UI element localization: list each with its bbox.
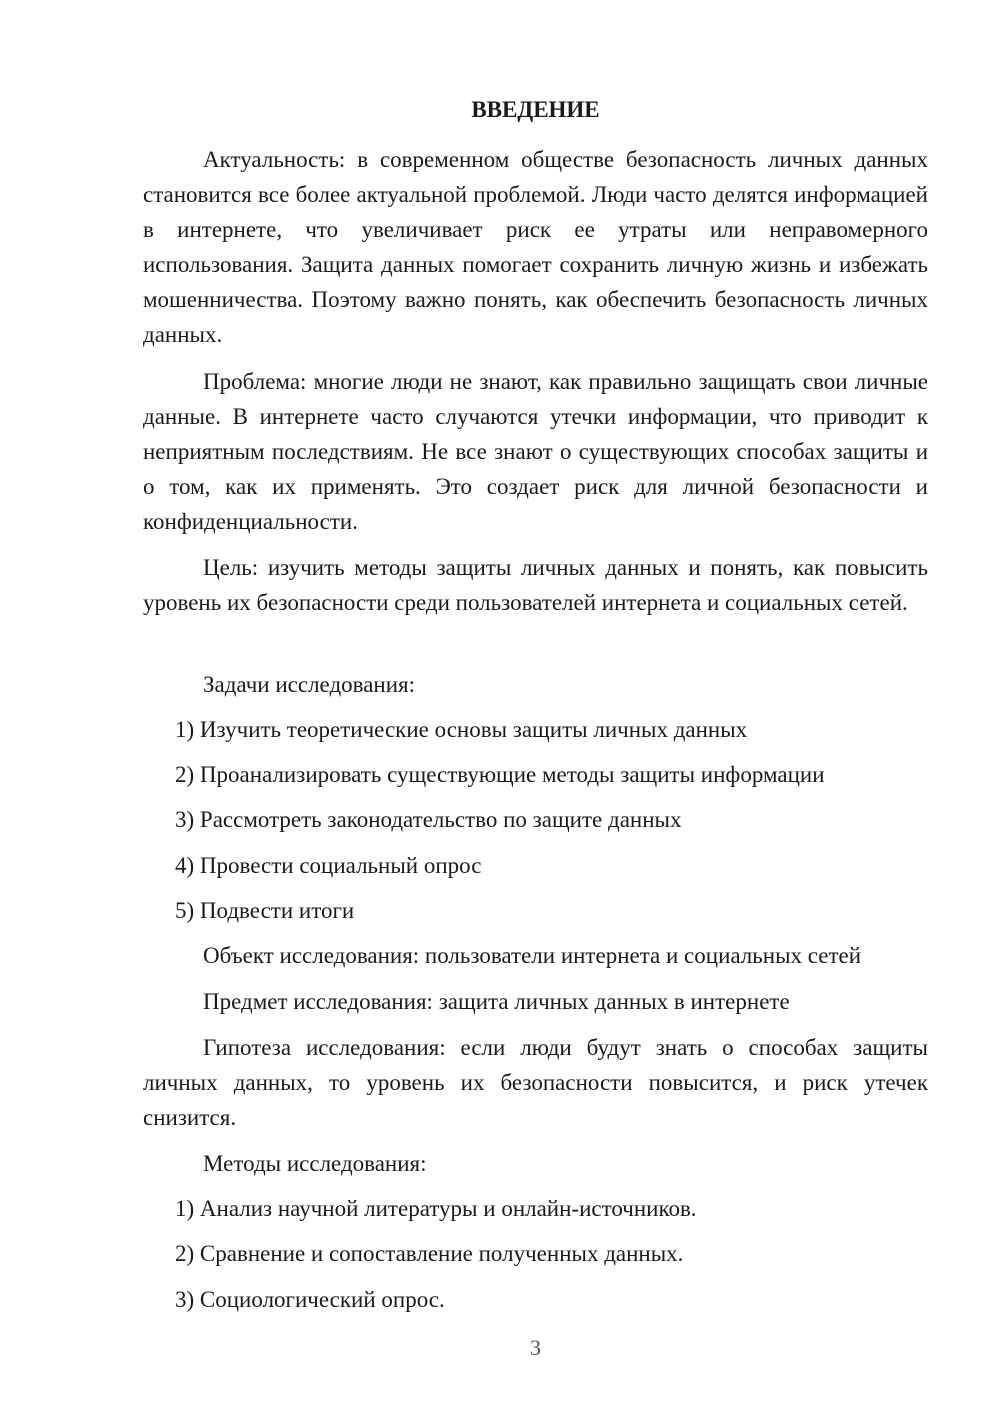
tasks-heading: Задачи исследования: — [203, 672, 416, 697]
task-item: 4) Провести социальный опрос — [175, 853, 482, 878]
document-page — [143, 0, 928, 1414]
problem-paragraph: Проблема: многие люди не знают, как правильно защищать свои личные данные. В интернете часто случаются утечки информации, что приводит к неприятным последствиям. Не все знают о существующих способах защиты и о том, как их применять. Это создает риск для личной безопасности и конфиденциальности. — [143, 369, 928, 534]
method-item: 1) Анализ научной литературы и онлайн-источников. — [175, 1196, 697, 1221]
method-item: 2) Сравнение и сопоставление полученных данных. — [175, 1241, 684, 1266]
page-number: 3 — [530, 1335, 541, 1360]
task-item: 2) Проанализировать существующие методы защиты информации — [175, 762, 825, 787]
task-item: 1) Изучить теоретические основы защиты личных данных — [175, 717, 748, 742]
relevance-paragraph: Актуальность: в современном обществе безопасность личных данных становится все более актуальной проблемой. Люди часто делятся информацией в интернете, что увеличивает риск ее утраты или неправомерного использования. Защита данных помогает сохранить личную жизнь и избежать мошенничества. Поэтому важно понять, как обеспечить безопасность личных данных. — [143, 147, 928, 347]
page-title: ВВЕДЕНИЕ — [471, 97, 600, 122]
methods-heading: Методы исследования: — [203, 1151, 427, 1176]
subject-line: Предмет исследования: защита личных данных в интернете — [203, 989, 790, 1014]
hypothesis-paragraph: Гипотеза исследования: если люди будут знать о способах защиты личных данных, то уровень их безопасности повысится, и риск утечек снизится. — [143, 1035, 928, 1130]
task-item: 3) Рассмотреть законодательство по защите данных — [175, 807, 682, 832]
object-line: Объект исследования: пользователи интернета и социальных сетей — [203, 943, 862, 968]
method-item: 3) Социологический опрос. — [175, 1287, 445, 1312]
goal-paragraph: Цель: изучить методы защиты личных данных и понять, как повысить уровень их безопасности среди пользователей интернета и социальных сетей. — [143, 555, 928, 615]
task-item: 5) Подвести итоги — [175, 898, 355, 923]
